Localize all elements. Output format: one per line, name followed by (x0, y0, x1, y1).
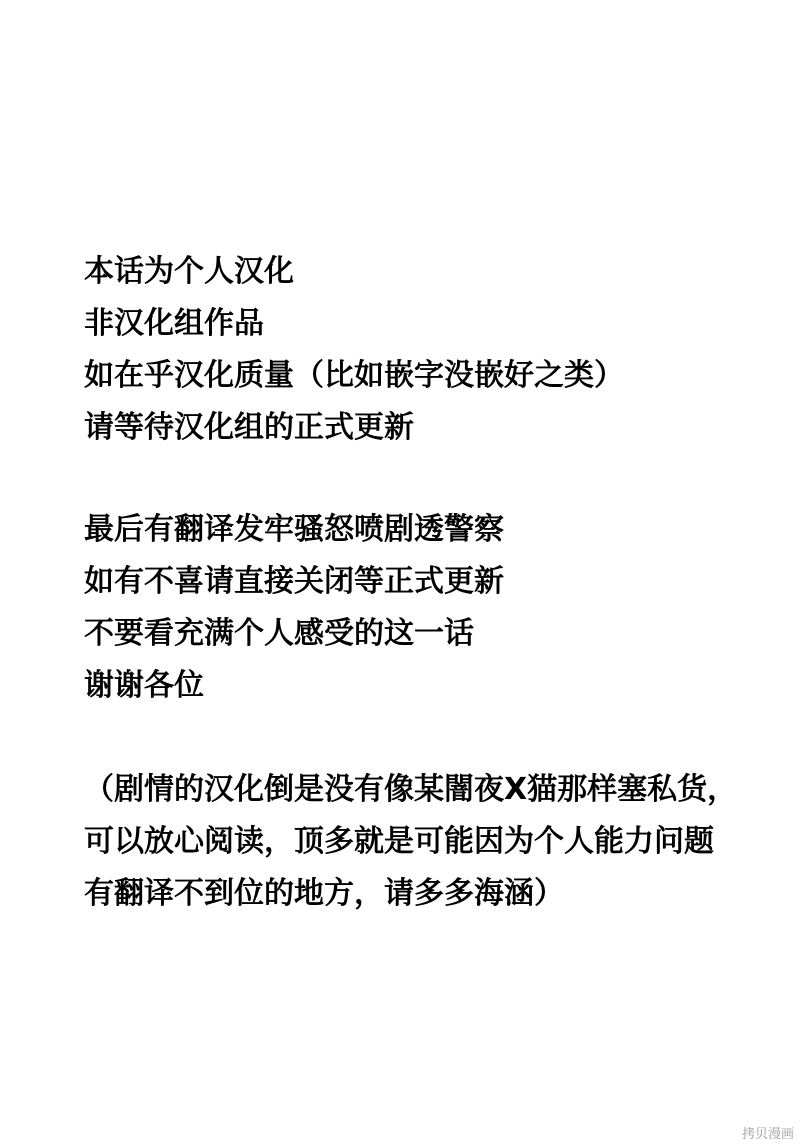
watermark: 拷贝漫画 (741, 1127, 794, 1142)
notice-line: （剧情的汉化倒是没有像某闇夜X猫那样塞私货， (84, 772, 738, 807)
notice-line: 请等待汉化组的正式更新 (84, 410, 414, 445)
notice-line: 非汉化组作品 (84, 306, 264, 341)
notice-line: 如有不喜请直接关闭等正式更新 (84, 564, 504, 599)
notice-line: 最后有翻译发牢骚怒喷剧透警察 (84, 512, 504, 547)
notice-line: 不要看充满个人感受的这一话 (84, 616, 474, 651)
notice-line: 本话为个人汉化 (84, 254, 294, 289)
notice-line: 如在乎汉化质量（比如嵌字没嵌好之类） (84, 358, 624, 393)
notice-line: 有翻译不到位的地方，请多多海涵） (84, 876, 564, 911)
notice-line: 可以放心阅读，顶多就是可能因为个人能力问题 (84, 824, 714, 859)
notice-line: 谢谢各位 (84, 668, 204, 703)
